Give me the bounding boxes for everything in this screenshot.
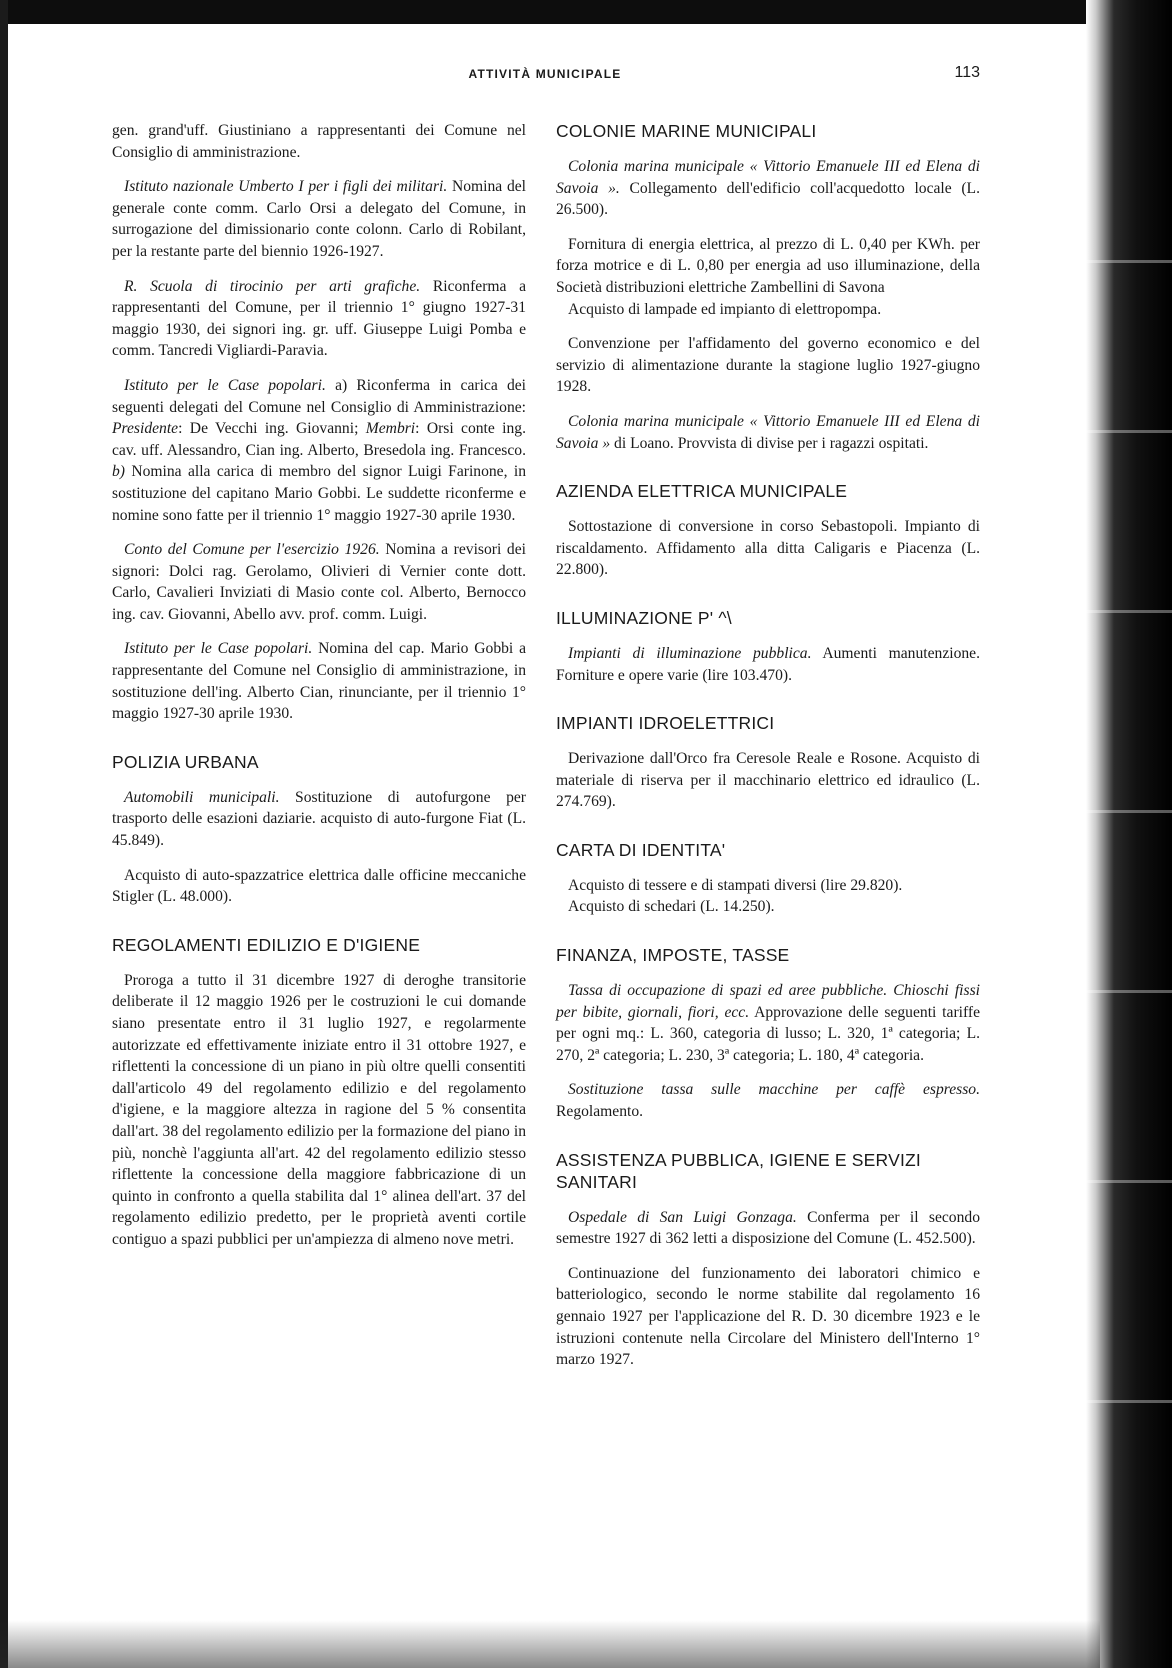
section-heading-carta-identita: CARTA DI IDENTITA': [556, 839, 726, 860]
page-header: [110, 62, 980, 88]
paragraph: Conto del Comune per l'esercizio 1926. Nomina a revisori dei signori: Dolci rag. Gerolamo, Olivieri di Vernier conte dott. Carlo, Cavalieri Inviziati di Masio conte col. Alberto, Bernocco ing. cav. Giovanni, Abello avv. prof. comm. Luigi.: [112, 541, 526, 623]
paragraph: Sottostazione di conversione in corso Sebastopoli. Impianto di riscaldamento. Affidamento alla ditta Caligaris e Piacenza (L. 22.800).: [556, 518, 980, 579]
entry-title: Impianti di illuminazione pubblica.: [568, 644, 812, 662]
entry-title: Ospedale di San Luigi Gonzaga.: [568, 1208, 797, 1226]
right-column: [556, 120, 980, 1384]
section-heading-regolamenti: REGOLAMENTI EDILIZIO E D'IGIENE: [112, 934, 421, 955]
paragraph: Istituto nazionale Umberto I per i figli dei militari. Nomina del generale conte comm. Carlo Orsi a delegato del Comune, in surrogazione del dimissionario conte colonn. Carlo di Robilant, per la restante parte del biennio 1926-1927.: [112, 178, 526, 260]
paragraph: Colonia marina municipale « Vittorio Emanuele III ed Elena di Savoia ». Collegamento dell'edificio coll'acquedotto locale (L. 26.500).: [556, 158, 980, 219]
section-heading-illuminazione: ILLUMINAZIONE P' ^\: [556, 607, 732, 628]
section-heading-polizia-urbana: POLIZIA URBANA: [112, 751, 259, 772]
entry-title: Istituto per le Case popolari.: [124, 640, 313, 658]
paragraph: R. Scuola di tirocinio per arti grafiche. Riconferma a rappresentanti del Comune, per il triennio 1° giugno 1927-31 maggio 1930, dei signori ing. gr. uff. Giuseppe Luigi Pomba e comm. Tancredi Vigliardi-Paravia.: [112, 277, 527, 360]
section-heading-azienda-elettrica: AZIENDA ELETTRICA MUNICIPALE: [556, 481, 848, 502]
paragraph: Acquisto di lampade ed impianto di elettropompa.: [568, 300, 882, 318]
paragraph: Sostituzione tassa sulle macchine per caffè espresso. Regolamento.: [556, 1081, 980, 1121]
paragraph: Acquisto di tessere e di stampati diversi (lire 29.820).: [568, 876, 903, 894]
paragraph: Continuazione del funzionamento dei laboratori chimico e batteriologico, secondo le norme stabilite dal regolamento 16 gennaio 1927 per l'applicazione del R. D. 30 dicembre 1923 e le istruzioni contenute nella Circolare del Ministero dell'Interno 1° marzo 1927.: [556, 1264, 980, 1369]
section-heading-finanza: FINANZA, IMPOSTE, TASSE: [556, 945, 790, 966]
entry-title: Istituto per le Case popolari.: [124, 376, 326, 394]
entry-title: Istituto nazionale Umberto I per i figli dei militari.: [124, 178, 448, 196]
paragraph: gen. grand'uff. Giustiniano a rappresentanti dei Comune nel Consiglio di amministrazione.: [112, 122, 526, 161]
paragraph: Impianti di illuminazione pubblica. Aumenti manutenzione. Forniture e opere varie (lire 103.470).: [556, 644, 980, 684]
section-heading-colonie: COLONIE MARINE MUNICIPALI: [556, 121, 817, 141]
left-column: [112, 120, 526, 1264]
entry-title: Tassa di occupazione di spazi ed aree pubbliche. Chioschi fissi per bibite, giornali, fiori, ecc.: [556, 982, 980, 1021]
section-heading-assistenza: ASSISTENZA PUBBLICA, IGIENE E SERVIZI SANITARI: [556, 1149, 921, 1192]
paragraph: Automobili municipali. Sostituzione di autofurgone per trasporto delle esazioni daziarie. acquisto di auto-furgone Fiat (L. 45.849).: [112, 788, 526, 850]
section-heading-impianti-idroelettrici: IMPIANTI IDROELETTRICI: [556, 713, 775, 734]
paragraph: Colonia marina municipale « Vittorio Emanuele III ed Elena di Savoia » di Loano. Provvista di divise per i ragazzi ospitati.: [556, 412, 980, 452]
paragraph: Ospedale di San Luigi Gonzaga. Conferma per il secondo semestre 1927 di 362 letti a disposizione del Comune (L. 452.500).: [556, 1208, 980, 1248]
paragraph: Tassa di occupazione di spazi ed aree pubbliche. Chioschi fissi per bibite, giornali, fiori, ecc. Approvazione delle seguenti tariffe per ogni mq.: L. 360, categoria di lusso; L. 320, 1ª categoria; L. 270, 2ª categoria; L. 230, 3ª categoria; L. 180, 4ª categoria.: [556, 982, 980, 1064]
paragraph: Derivazione dall'Orco fra Ceresole Reale e Rosone. Acquisto di materiale di riserva per il macchinario elettrico ed idraulico (L. 274.769).: [556, 750, 980, 811]
page-number: 113: [954, 64, 980, 81]
paragraph: Istituto per le Case popolari. a) Riconferma in carica dei seguenti delegati del Comune nel Consiglio di Amministrazione: Presidente: De Vecchi ing. Giovanni; Membri: Orsi conte ing. cav. uff. Alessandro, Cian ing. Alberto, Bresedola ing. Francesco. b) Nomina alla carica di membro del signor Luigi Farinone, in sostituzione del capitano Mario Gobbi. Le suddette riconferme e nomine sono fatte per il triennio 1° maggio 1927-30 aprile 1930.: [112, 376, 526, 524]
entry-title: Conto del Comune per l'esercizio 1926.: [124, 541, 380, 559]
paragraph: Istituto per le Case popolari. Nomina del cap. Mario Gobbi a rappresentante del Comune nel Consiglio di amministrazione, in sostituzione dell'ing. Alberto Cian, rinunciante, per il triennio 1° maggio 1927-30 aprile 1930.: [112, 640, 526, 723]
entry-title: Automobili municipali.: [124, 788, 280, 806]
paragraph: Fornitura di energia elettrica, al prezzo di L. 0,40 per KWh. per forza motrice e di L. 0,80 per energia ad uso illuminazione, della Società distribuzioni elettriche Zambellini di Savona: [556, 235, 980, 296]
entry-title: Colonia marina municipale « Vittorio Emanuele III ed Elena di Savoia »: [556, 412, 980, 452]
running-title: ATTIVITÀ MUNICIPALE: [468, 67, 622, 81]
entry-title: R. Scuola di tirocinio per arti grafiche.: [124, 277, 421, 295]
paragraph: Acquisto di auto-spazzatrice elettrica dalle officine meccaniche Stigler (L. 48.000).: [112, 866, 526, 906]
entry-title: Sostituzione tassa sulle macchine per caffè espresso.: [568, 1081, 980, 1099]
entry-title: Colonia marina municipale « Vittorio Emanuele III ed Elena di Savoia ».: [556, 158, 980, 197]
paragraph: Convenzione per l'affidamento del governo economico e del servizio di alimentazione durante la stagione luglio 1927-giugno 1928.: [556, 335, 980, 396]
paragraph: Acquisto di schedari (L. 14.250).: [568, 898, 775, 916]
paragraph: Proroga a tutto il 31 dicembre 1927 di deroghe transitorie deliberate il 12 maggio 1926 per le costruzioni le cui domande siano presentate entro il 31 luglio 1927, e regolarmente autorizzate ed effettivamente iniziate entro il 31 ottobre 1927, e riflettenti la concessione di un piano in più oltre quelli consentiti dall'articolo 49 del regolamento edilizio e del regolamento d'igiene, e la maggiore altezza in ragione del 5 % consentita dall'art. 38 del regolamento edilizio per la formazione del piano in più, nonchè l'aggiunta all'art. 42 del regolamento edilizio stesso riflettente la concessione della maggiore fabbricazione di un quinto in confronto a quella stabilita dal 1° alinea dell'art. 37 del regolamento edilizio predetto, per le proprietà aventi cortile contiguo a spazi pubblici per un'ampiezza di almeno nove metri.: [112, 971, 526, 1248]
